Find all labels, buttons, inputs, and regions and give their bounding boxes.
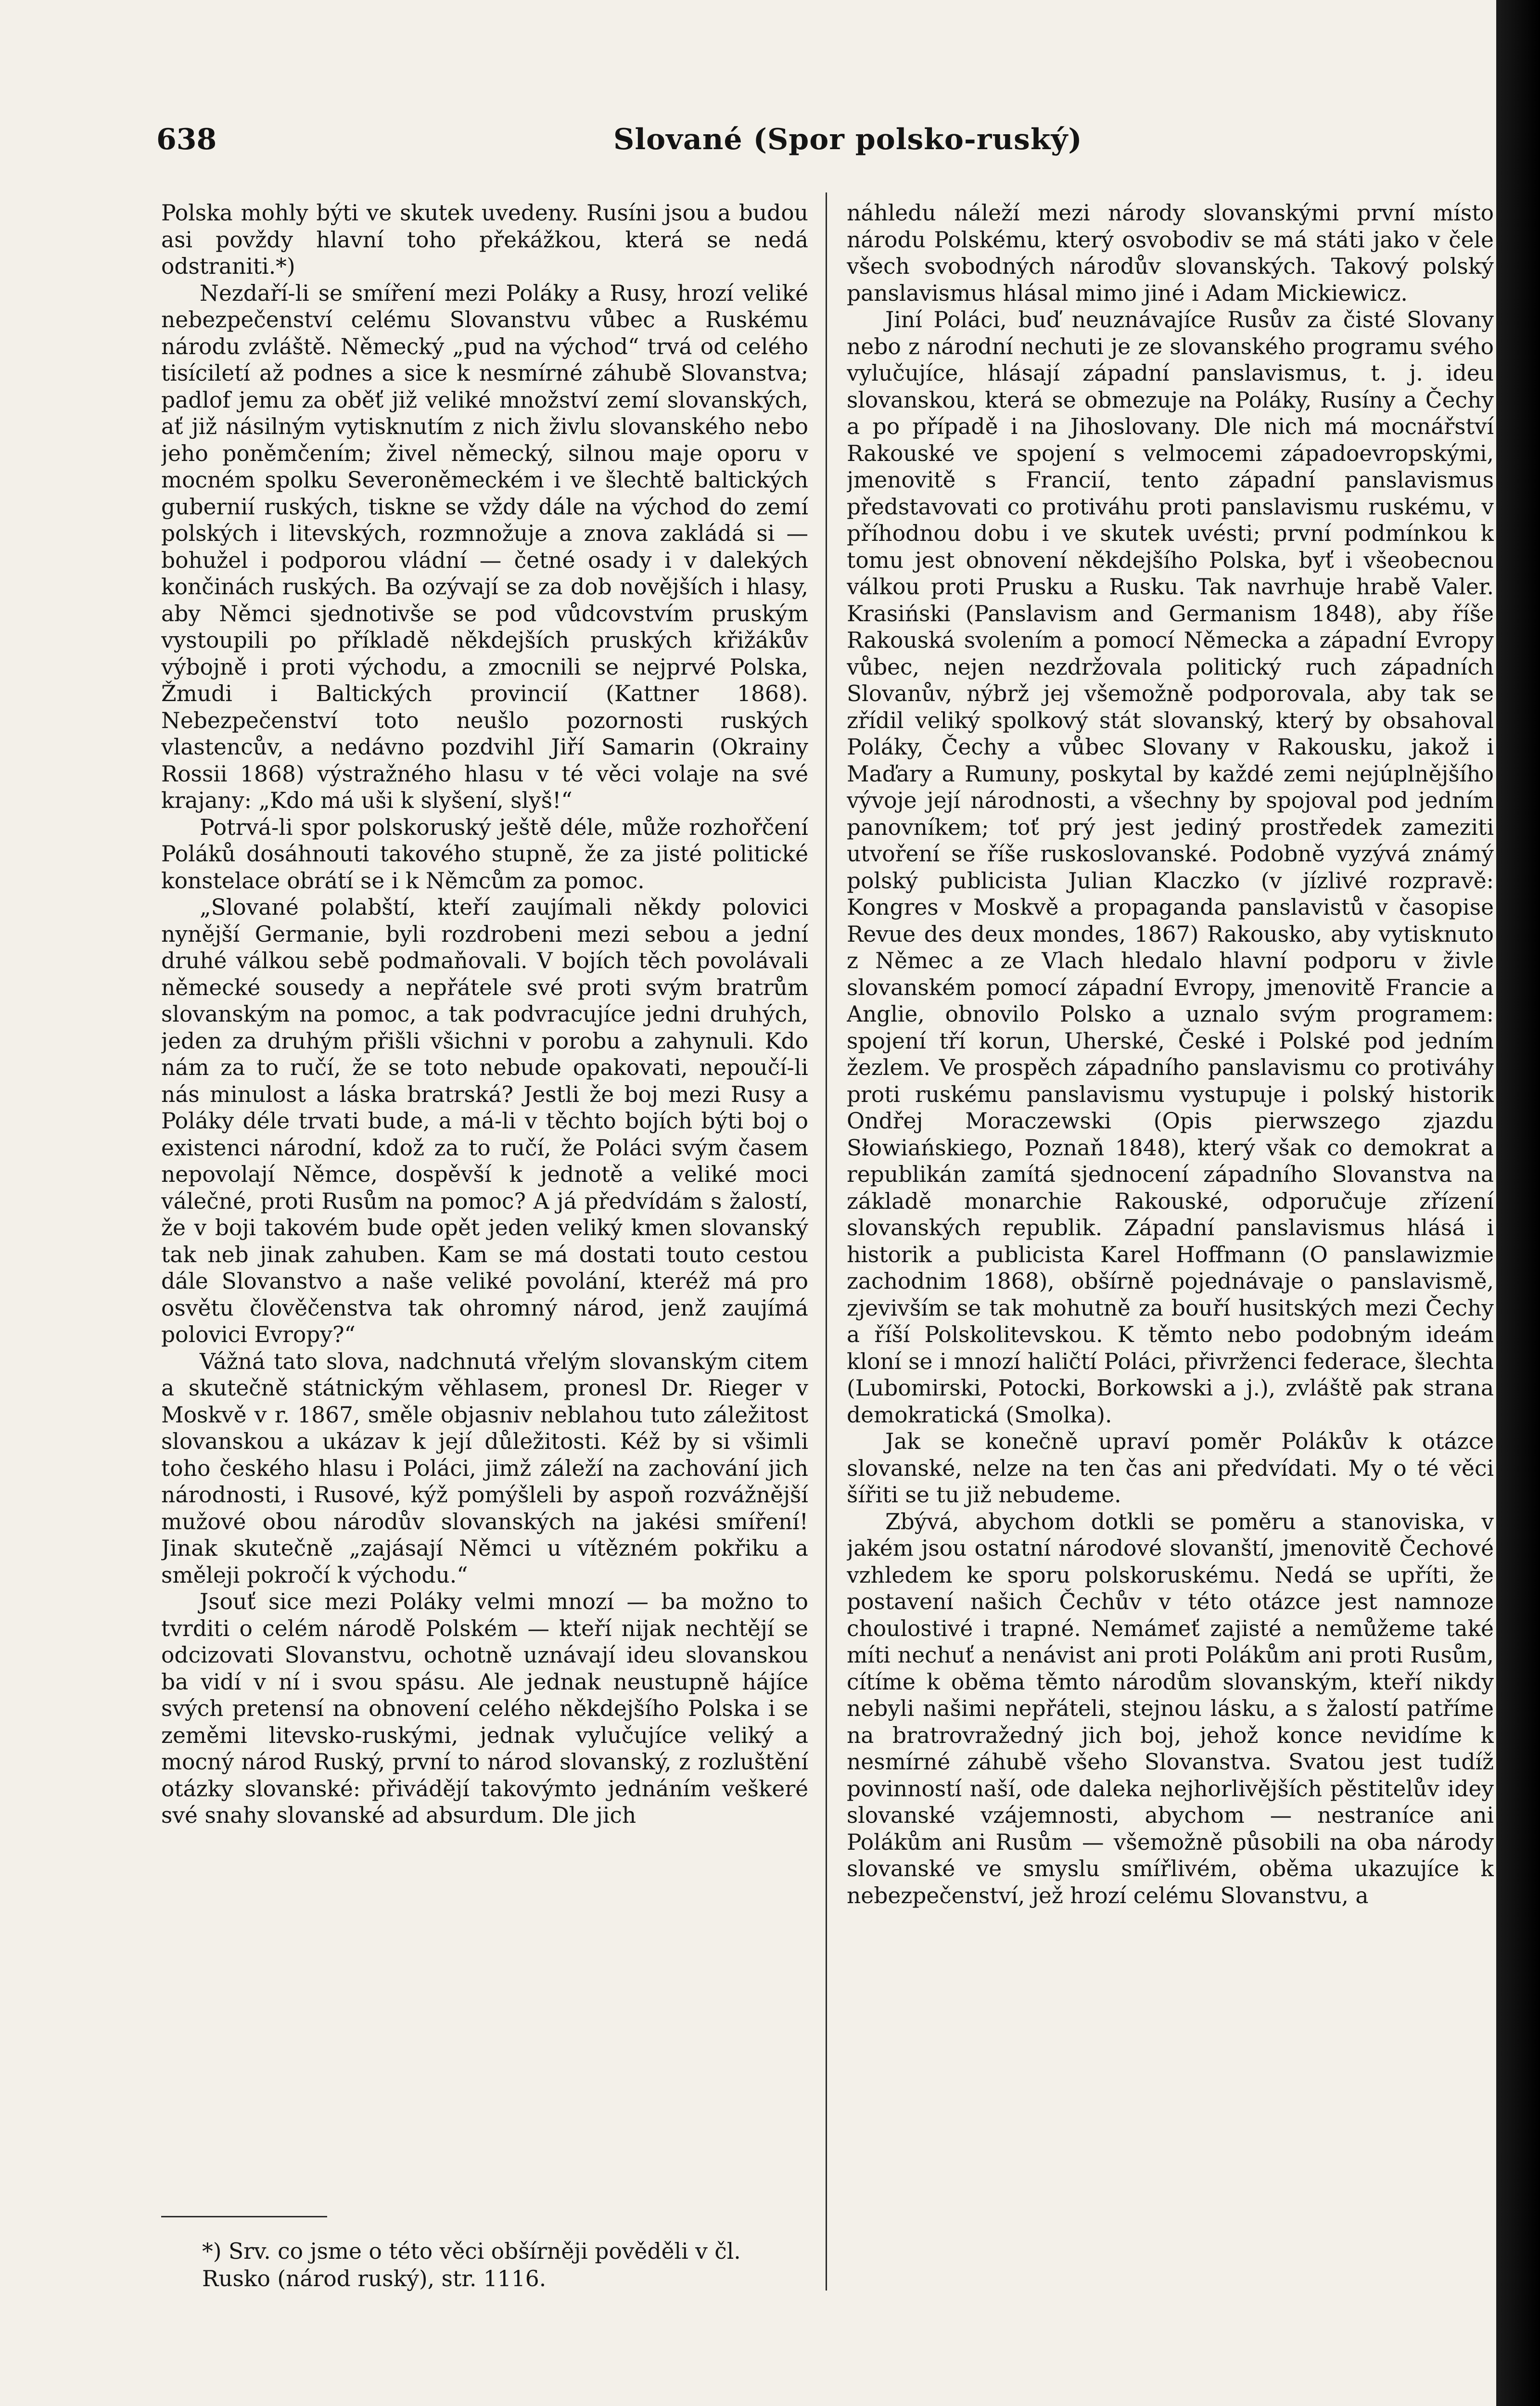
right-column (847, 200, 1494, 2298)
paragraph: Jsouť sice mezi Poláky velmi mnozí — ba možno to tvrditi o celém národě Polském — kteří nijak nechtějí se odcizovati Slovanstvu, ochotně uznávají ideu slovanskou ba vidí v ní i svou spásu. Ale jednak neustupně hájíce svých pretensí na obnovení celého někdejšího Polska i se zeměmi litevsko-ruskými, jednak vylučujíce veliký a mocný národ Ruský, první to národ slovanský, z rozluštění otázky slovanské: přivádějí takovýmto jednáním veškeré své snahy slovanské ad absurdum. Dle jich (161, 1589, 808, 1828)
column-divider (826, 192, 827, 2291)
paragraph: Vážná tato slova, nadchnutá vřelým slovanským citem a skutečně státnickým věhlasem, pronesl Dr. Rieger v Moskvě v r. 1867, směle objasniv neblahou tuto záležitost slovanskou a ukázav k její důležitosti. Kéž by si všimli toho českého hlasu i Poláci, jimž záleží na zachování jich národnosti, i Rusové, kýž pomýšleli by aspoň rozvážnější mužové obou národův slovanských na jakési smíření! Jinak skutečně „zajásají Němci u vítězném pokřiku a směleji pokročí k východu.“ (161, 1348, 808, 1588)
paragraph: náhledu náleží mezi národy slovanskými první místo národu Polskému, který osvobodiv se má státi jako v čele všech svobodných národův slovanských. Takový polský panslavismus hlásal mimo jiné i Adam Mickiewicz. (847, 200, 1494, 306)
footnote: *) Srv. co jsme o této věci obšírněji pověděli v čl. Rusko (národ ruský), str. 1116. (202, 2239, 741, 2291)
paragraph: Jak se konečně upraví poměr Polákův k otázce slovanské, nelze na ten čas ani předvídati. My o té věci šířiti se tu již nebudeme. (847, 1429, 1494, 1508)
running-title: Slované (Spor polsko-ruský) (613, 123, 1082, 156)
paragraph: Polska mohly býti ve skutek uvedeny. Rusíni jsou a budou asi povždy hlavní toho překážkou, která se nedá odstraniti.*) (161, 200, 808, 279)
scan-edge (1496, 0, 1540, 2406)
footnote-divider (161, 2216, 327, 2217)
paragraph: Zbývá, abychom dotkli se poměru a stanoviska, v jakém jsou ostatní národové slovanští, jmenovitě Čechové vzhledem ke sporu polskoruskému. Nedá se upříti, že postavení našich Čechův v této otázce jest namnoze choulostivé i trapné. Nemámeť zajisté a nemůžeme také míti nechuť a nenávist ani proti Polákům ani proti Rusům, cítíme k oběma těmto národům slovanským, kteří nikdy nebyli našimi nepřáteli, stejnou lásku, a s žalostí patříme na bratrovražedný jich boj, jehož konce nevidíme k nesmírné záhubě všeho Slovanstva. Svatou jest tudíž povinností naší, ode daleka nejhorlivějších pěstitelův idey slovanské vzájemnosti, abychom — nestraníce ani Polákům ani Rusům — všemožně působili na oba národy slovanské ve smyslu smířlivém, oběma ukazujíce k nebezpečenství, jež hrozí celému Slovanstvu, a (847, 1509, 1494, 1908)
left-column (161, 200, 808, 2307)
paragraph: Jiní Poláci, buď neuznávajíce Rusův za čisté Slovany nebo z národní nechuti je ze slovanského programu svého vylučujíce, hlásají západní panslavismus, t. j. ideu slovanskou, která se obmezuje na Poláky, Rusíny a Čechy a po případě i na Jihoslovany. Dle nich má mocnářství Rakouské ve spojení s velmocemi západoevropskými, jmenovitě s Francií, tento západní panslavismus představovati co protiváhu proti panslavismu ruskému, v příhodnou dobu i ve skutek uvésti; první podmínkou k tomu jest obnovení někdejšího Polska, byť i všeobecnou válkou proti Prusku a Rusku. Tak navrhuje hrabě Valer. Krasiński (Panslavism and Germanism 1848), aby říše Rakouská svolením a pomocí Německa a západní Evropy vůbec, nejen nezdržovala politický ruch západních Slovanův, nýbrž jej všemožně podporovala, aby tak se zřídil veliký spolkový stát slovanský, který by obsahoval Poláky, Čechy a vůbec Slovany v Rakousku, jakož i Maďary a Rumuny, poskytal by každé zemi nejúplnějšího vývoje její národnosti, a všechny by spojoval pod jedním panovníkem; toť prý jest jediný prostředek zameziti utvoření se říše ruskoslovanské. Podobně vyzývá známý polský publicista Julian Klaczko (v jízlivé rozpravě: Kongres v Moskvě a propaganda panslavistů v časopise Revue des deux mondes, 1867) Rakousko, aby vytisknuto z Němec a ze Vlach hledalo hlavní podporu v živle slovanském pomocí západní Evropy, jmenovitě Francie a Anglie, obnovilo Polsko a uznalo svým programem: spojení tří korun, Uherské, České i Polské pod jedním žezlem. Ve prospěch západního panslavismu co protiváhy proti ruskému panslavismu vystupuje i polský historik Ondřej Moraczewski (Opis pierwszego zjazdu Słowiańskiego, Poznaň 1848), který však co demokrat a republikán zamítá sjednocení západního Slovanstva na základě monarchie Rakouské, odporučuje zřízení slovanských republik. Západní panslavismus hlásá i historik a publicista Karel Hoffmann (O panslawizmie zachodnim 1868), obšírně pojednávaje o panslavismě, zjevivším se tak mohutně za bouří husitských mezi Čechy a říší Polskolitevskou. K těmto nebo podobným ideám kloní se i mnozí haličtí Poláci, přivrženci federace, šlechta (Lubomirski, Potocki, Borkowski a j.), zvláště pak strana demokratická (Smolka). (847, 307, 1494, 1428)
page-number: 638 (156, 123, 217, 156)
paragraph: „Slované polabští, kteří zaujímali někdy polovici nynější Germanie, byli rozdrobeni mezi sebou a jední druhé válkou sebě podmaňovali. V bojích těch povolávali německé sousedy a nepřátele své proti svým bratrům slovanským na pomoc, a tak podvracujíce jedni druhých, jeden za druhým přišli všichni v porobu a zahynuli. Kdo nám za to ručí, že se toto nebude opakovati, nepoučí-li nás minulost a láska bratrská? Jestli že boj mezi Rusy a Poláky déle trvati bude, a má-li v těchto bojích býti boj o existenci národní, kdož za to ručí, že Poláci svým časem nepovolají Němce, dospěvší k jednotě a veliké moci válečné, proti Rusům na pomoc? A já předvídám s žalostí, že v boji takovém bude opět jeden veliký kmen slovanský tak neb jinak zahuben. Kam se má dostati touto cestou dále Slovanstvo a naše veliké povolání, kteréž má pro osvětu člověčenstva tak ohromný národ, jenž zaujímá polovici Evropy?“ (161, 895, 808, 1347)
running-header (156, 123, 1489, 166)
paragraph: Potrvá-li spor polskoruský ještě déle, může rozhořčení Poláků dosáhnouti takového stupně, že za jisté politické konstelace obrátí se i k Němcům za pomoc. (161, 814, 808, 894)
paragraph: Nezdaří-li se smíření mezi Poláky a Rusy, hrozí veliké nebezpečenství celému Slovanstvu vůbec a Ruskému národu zvláště. Německý „pud na východ“ trvá od celého tisíciletí až podnes a sice k nesmírné záhubě Slovanstva; padlof jemu za oběť již veliké množství zemí slovanských, ať již násilným vytisknutím z nich živlu slovanského nebo jeho poněmčením; živel německý, silnou maje oporu v mocném spolku Severoněmeckém i ve šlechtě baltických gubernií ruských, tiskne se vždy dále na východ do zemí polských i litevských, rozmnožuje a znova zakládá si — bohužel i podporou vládní — četné osady i v dalekých končinách ruských. Ba ozývají se za dob novějších i hlasy, aby Němci sjednotivše se pod vůdcovstvím pruským vystoupili po příkladě někdejších pruských křižákův výbojně i proti východu, a zmocnili se nejprvé Polska, Žmudi i Baltických provincií (Kattner 1868). Nebezpečenství toto neušlo pozornosti ruských vlastencův, a nedávno pozdvihl Jiří Samarin (Okrainy Rossii 1868) výstražného hlasu v té věci volaje na své krajany: „Kdo má uši k slyšení, slyš!“ (161, 280, 808, 813)
